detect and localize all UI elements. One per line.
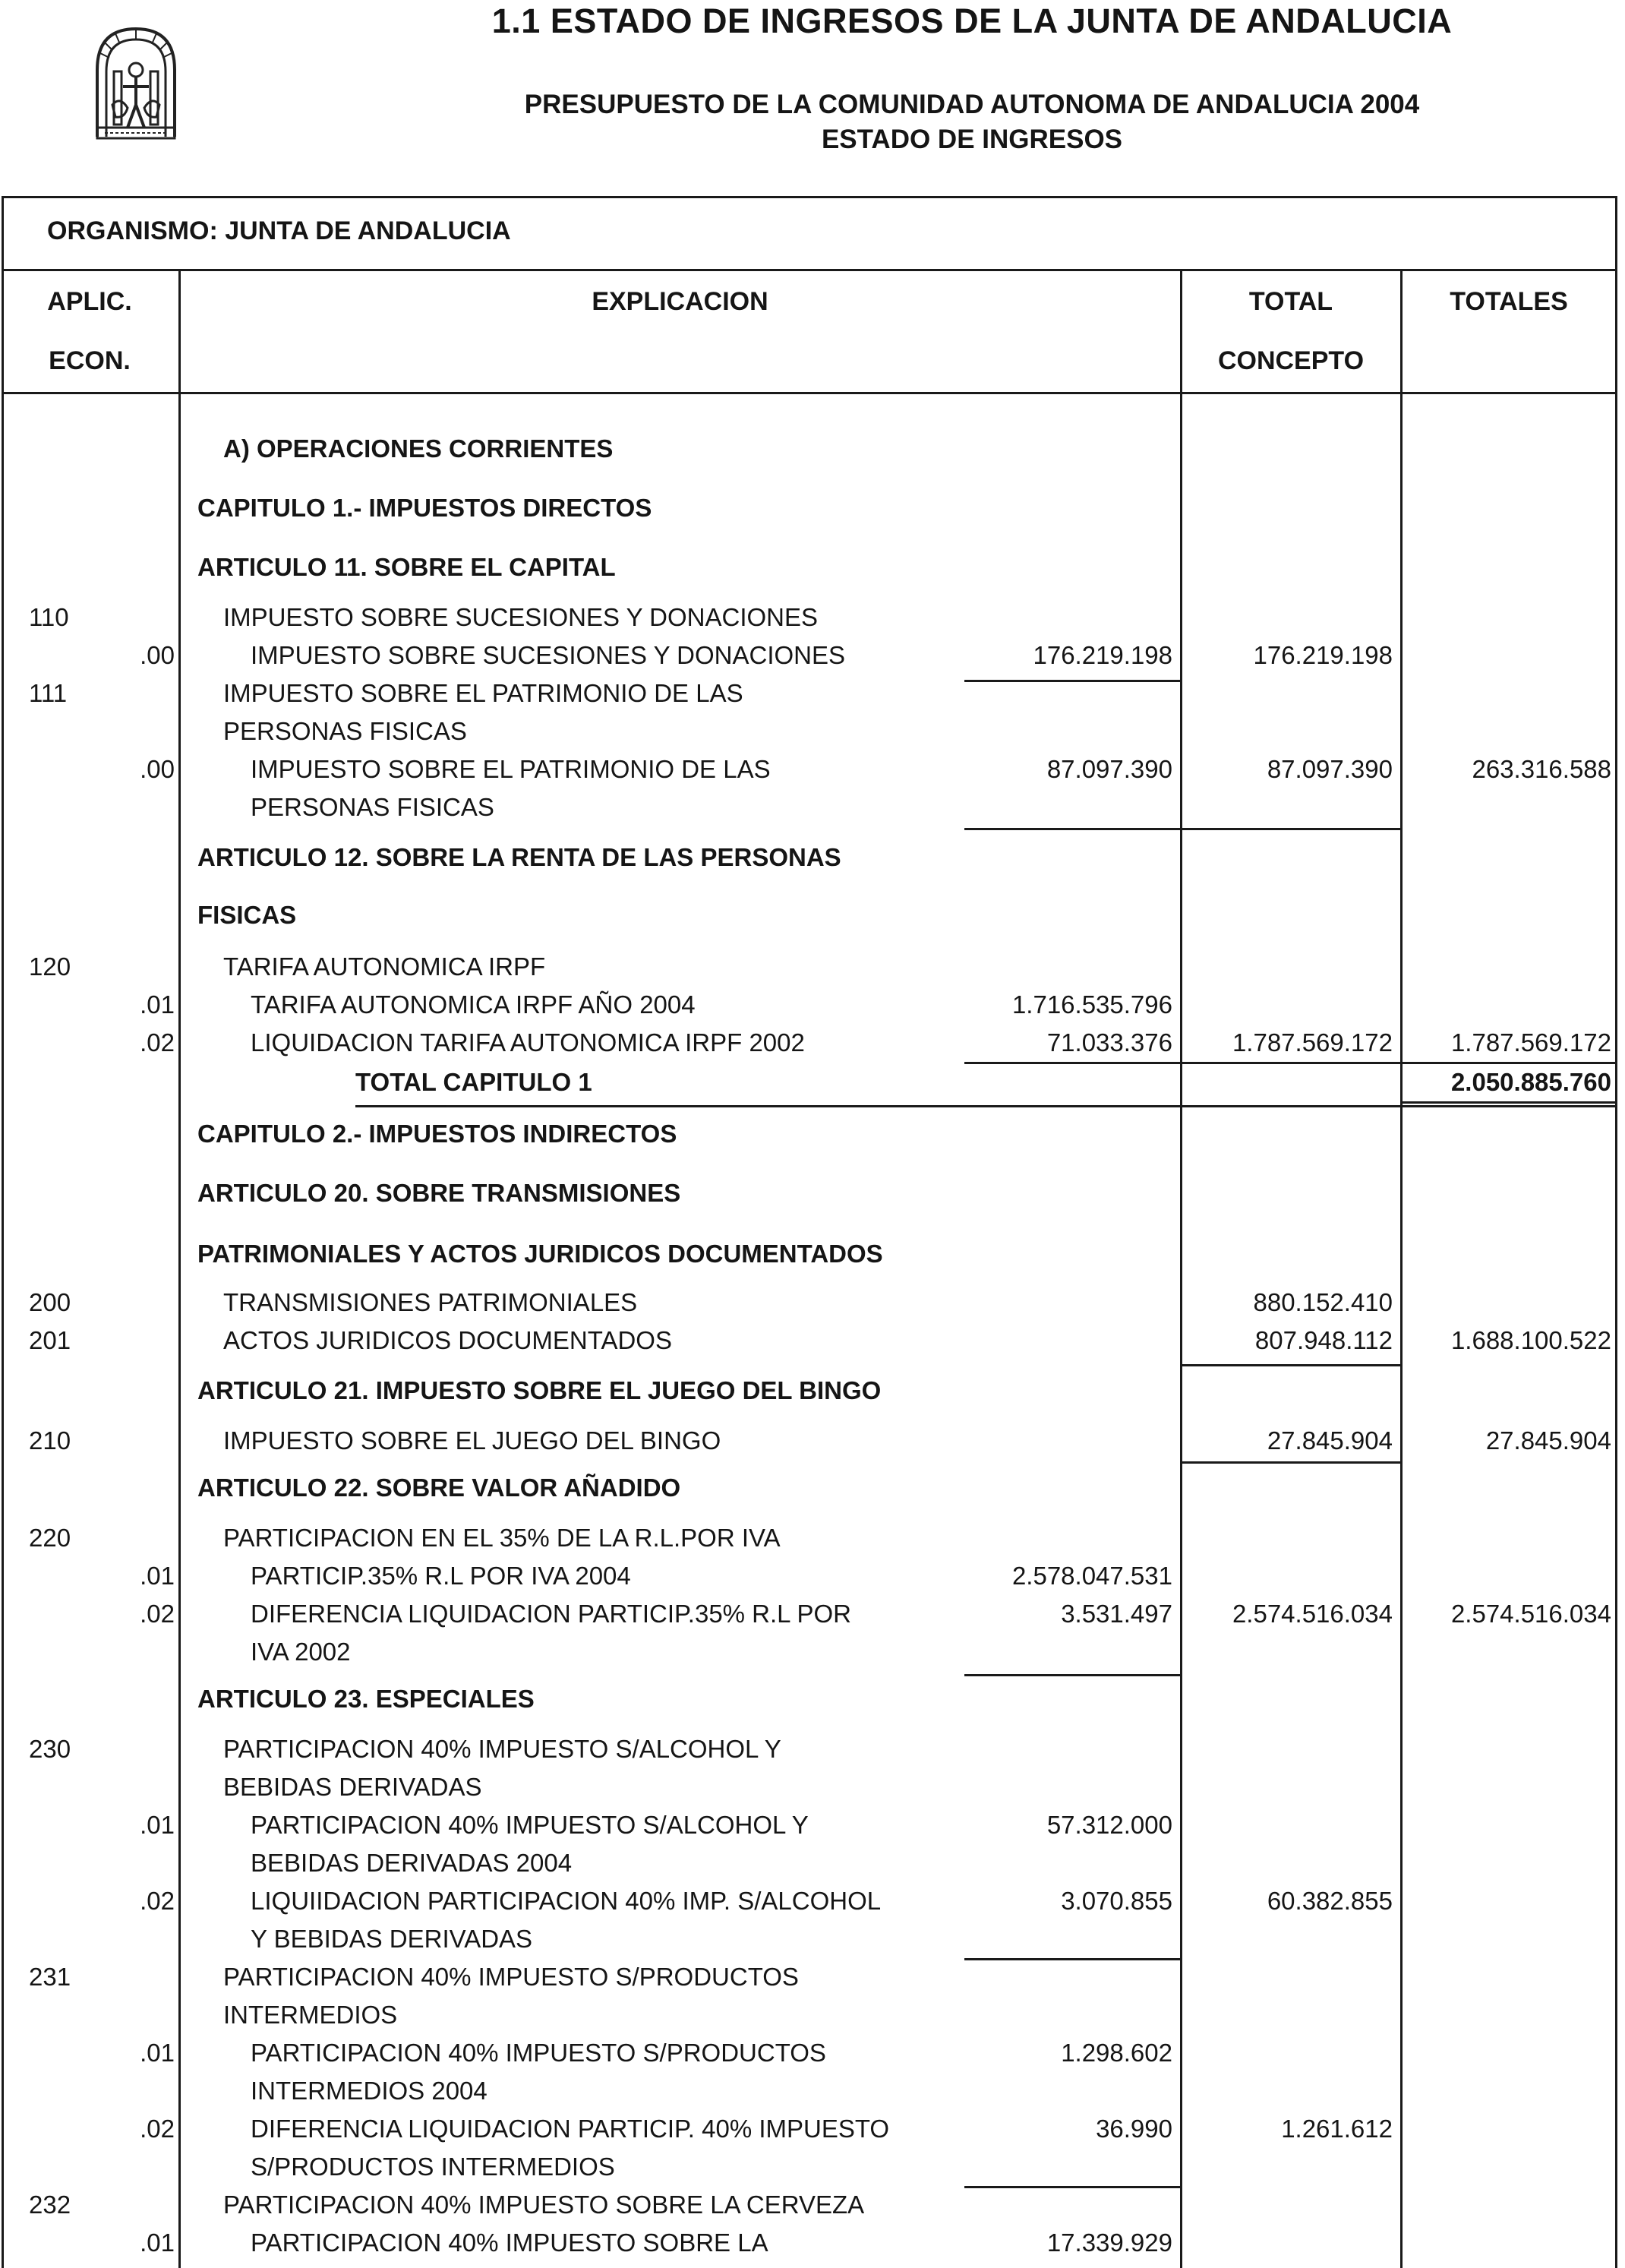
section-heading: ARTICULO 20. SOBRE TRANSMISIONES [197,1179,681,1207]
concept-description: PARTICIPACION 40% IMPUESTO S/PRODUCTOS [223,1963,799,1991]
concept-description: DIFERENCIA LIQUIDACION PARTICIP. 40% IMPUESTO [251,2115,890,2143]
econ-subcode: .01 [140,2039,175,2067]
econ-subcode: .01 [140,2229,175,2257]
subconcept-amount: 2.578.047.531 [1011,1562,1172,1590]
subtotal-rule [964,680,1180,682]
subtotal-rule [1182,1364,1402,1366]
total-concepto-amount: 27.845.904 [1267,1426,1393,1455]
section-heading: CAPITULO 1.- IMPUESTOS DIRECTOS [197,494,652,522]
totales-amount: 27.845.904 [1485,1426,1611,1455]
totales-amount: 263.316.588 [1472,755,1611,783]
concept-description: IVA 2002 [251,1638,351,1666]
subtotal-rule [964,2186,1180,2188]
subtotal-rule [964,1674,1180,1676]
totales-amount: 1.688.100.522 [1450,1326,1611,1354]
concept-description: PARTICIP.35% R.L POR IVA 2004 [251,1562,631,1590]
totales-amount: 2.574.516.034 [1450,1600,1611,1628]
subconcept-amount: 176.219.198 [1033,641,1172,669]
col-header-totales: TOTALES [1450,287,1568,316]
subtotal-rule [1402,1101,1616,1104]
column-divider-econ [178,270,181,2268]
organismo-label: ORGANISMO: JUNTA DE ANDALUCIA [47,216,511,245]
header-divider [2,392,1617,394]
section-heading: ARTICULO 21. IMPUESTO SOBRE EL JUEGO DEL BINGO [197,1376,882,1404]
total-concepto-amount: 880.152.410 [1253,1288,1393,1316]
table-border-left [2,196,4,2268]
subconcept-amount: 36.990 [1096,2115,1172,2143]
section-heading: A) OPERACIONES CORRIENTES [223,434,614,463]
concept-description: INTERMEDIOS 2004 [251,2077,488,2105]
budget-subtitle: PRESUPUESTO DE LA COMUNIDAD AUTONOMA DE ANDALUCIA 2004 [524,90,1420,119]
concept-description: PARTICIPACION 40% IMPUESTO SOBRE LA CERVEZA [223,2191,865,2219]
econ-subcode: .01 [140,1811,175,1839]
econ-code: 231 [29,1963,71,1991]
subtotal-rule [964,828,1180,830]
total-concepto-amount: 1.787.569.172 [1232,1028,1393,1057]
total-concepto-amount: 60.382.855 [1267,1887,1393,1915]
concept-description: IMPUESTO SOBRE SUCESIONES Y DONACIONES [223,603,819,631]
subconcept-amount: 57.312.000 [1046,1811,1172,1839]
concept-description: TARIFA AUTONOMICA IRPF AÑO 2004 [251,990,696,1019]
section-heading: ARTICULO 12. SOBRE LA RENTA DE LAS PERSONAS [197,843,841,871]
concept-description: DIFERENCIA LIQUIDACION PARTICIP.35% R.L POR [251,1600,851,1628]
section-heading: FISICAS [197,901,297,929]
concept-description: INTERMEDIOS [223,2001,398,2029]
section-heading: ARTICULO 23. ESPECIALES [197,1685,535,1713]
concept-description: PERSONAS FISICAS [251,793,494,821]
col-header-aplic: APLIC. [47,287,132,316]
total-concepto-amount: 1.261.612 [1281,2115,1393,2143]
section-heading: CAPITULO 2.- IMPUESTOS INDIRECTOS [197,1120,677,1148]
section-heading: PATRIMONIALES Y ACTOS JURIDICOS DOCUMENTADOS [197,1240,883,1268]
subtotal-rule [355,1105,1616,1107]
budget-subtitle-2: ESTADO DE INGRESOS [821,125,1123,154]
concept-description: BEBIDAS DERIVADAS 2004 [251,1849,573,1877]
totales-amount: 1.787.569.172 [1450,1028,1611,1057]
concept-description: PARTICIPACION 40% IMPUESTO S/ALCOHOL Y [251,1811,809,1839]
concept-description: LIQUIIDACION PARTICIPACION 40% IMP. S/ALCOHOL [251,1887,882,1915]
section-heading: ARTICULO 22. SOBRE VALOR AÑADIDO [197,1474,681,1502]
econ-subcode: .02 [140,1600,175,1628]
table-border-top [2,196,1617,198]
subtotal-rule [964,1958,1180,1960]
total-concepto-amount: 807.948.112 [1254,1326,1393,1354]
subconcept-amount: 1.716.535.796 [1011,990,1172,1019]
subtotal-rule [1182,828,1402,830]
econ-subcode: .01 [140,990,175,1019]
subtotal-rule [1402,1062,1616,1064]
total-concepto-amount: 2.574.516.034 [1232,1600,1393,1628]
concept-description: S/PRODUCTOS INTERMEDIOS [251,2153,615,2181]
concept-description: Y BEBIDAS DERIVADAS [251,1925,533,1953]
concept-description: PARTICIPACION 40% IMPUESTO S/ALCOHOL Y [223,1735,781,1763]
total-concepto-amount: 87.097.390 [1267,755,1393,783]
concept-description: TRANSMISIONES PATRIMONIALES [223,1288,638,1316]
concept-description: PERSONAS FISICAS [223,717,467,745]
concept-description: IMPUESTO SOBRE EL PATRIMONIO DE LAS [223,679,743,707]
concept-description: IMPUESTO SOBRE SUCESIONES Y DONACIONES [251,641,846,669]
subtotal-rule [1182,1062,1402,1064]
organismo-divider [2,269,1617,271]
econ-code: 201 [29,1326,71,1354]
econ-subcode: .01 [140,1562,175,1590]
econ-code: 220 [29,1524,71,1552]
concept-description: ACTOS JURIDICOS DOCUMENTADOS [223,1326,672,1354]
econ-code: 200 [29,1288,71,1316]
subconcept-amount: 1.298.602 [1061,2039,1172,2067]
econ-subcode: .02 [140,2115,175,2143]
table-border-right [1615,196,1617,2268]
col-header-concepto: CONCEPTO [1217,346,1365,375]
concept-description: PARTICIPACION 40% IMPUESTO S/PRODUCTOS [251,2039,826,2067]
total-concepto-amount: 176.219.198 [1253,641,1393,669]
concept-description: IMPUESTO SOBRE EL PATRIMONIO DE LAS [251,755,771,783]
econ-subcode: .00 [140,755,175,783]
econ-code: 210 [29,1426,71,1455]
econ-code: 232 [29,2191,71,2219]
col-header-total: TOTAL [1248,287,1333,316]
concept-description: TARIFA AUTONOMICA IRPF [223,952,546,981]
econ-code: 110 [29,603,69,631]
subconcept-amount: 71.033.376 [1046,1028,1172,1057]
section-heading: ARTICULO 11. SOBRE EL CAPITAL [197,553,616,581]
col-header-econ: ECON. [49,346,131,375]
total-capitulo-amount: 2.050.885.760 [1450,1068,1611,1096]
column-divider-concepto [1400,270,1403,2268]
column-divider-explicacion [1180,270,1182,2268]
econ-code: 230 [29,1735,71,1763]
subconcept-amount: 17.339.929 [1046,2229,1172,2257]
concept-description: LIQUIDACION TARIFA AUTONOMICA IRPF 2002 [251,1028,805,1057]
econ-code: 111 [29,679,68,707]
econ-subcode: .00 [140,641,175,669]
subtotal-rule [1182,1461,1402,1464]
subtotal-rule [964,1062,1180,1064]
subconcept-amount: 3.070.855 [1061,1887,1172,1915]
section-heading: TOTAL CAPITULO 1 [355,1068,592,1096]
econ-code: 120 [29,952,71,981]
col-header-explicacion: EXPLICACION [592,287,768,316]
subconcept-amount: 87.097.390 [1046,755,1172,783]
econ-subcode: .02 [140,1028,175,1057]
concept-description: PARTICIPACION 40% IMPUESTO SOBRE LA [251,2229,768,2257]
page-title: 1.1 ESTADO DE INGRESOS DE LA JUNTA DE ANDALUCIA [491,2,1453,40]
concept-description: BEBIDAS DERIVADAS [223,1773,482,1801]
econ-subcode: .02 [140,1887,175,1915]
concept-description: IMPUESTO SOBRE EL JUEGO DEL BINGO [223,1426,721,1455]
concept-description: PARTICIPACION EN EL 35% DE LA R.L.POR IVA [223,1524,781,1552]
subconcept-amount: 3.531.497 [1061,1600,1172,1628]
